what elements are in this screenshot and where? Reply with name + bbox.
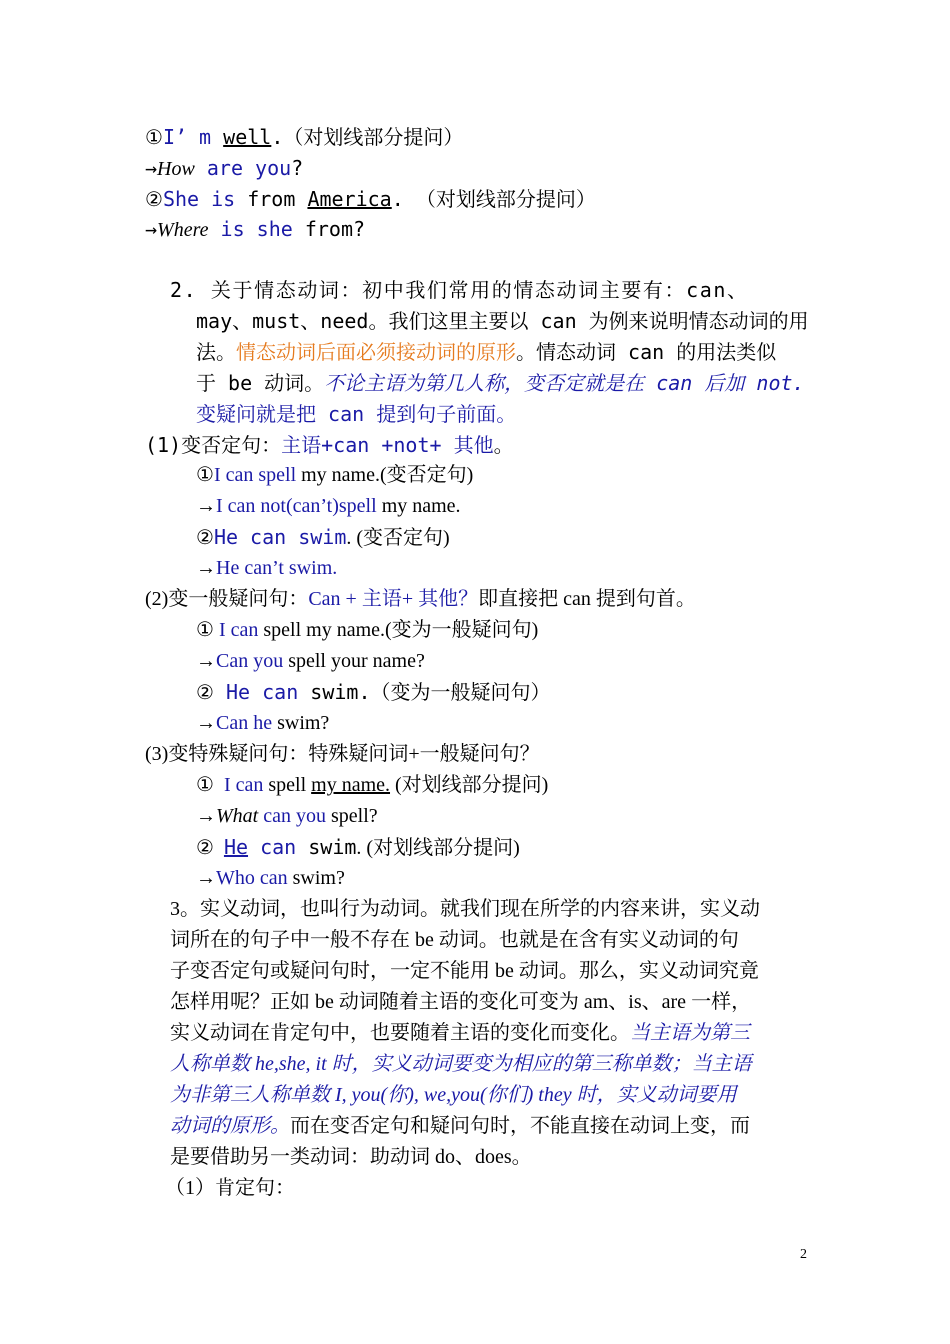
section-2-line-2: may、must、need。我们这里主要以 can 为例来说明情态动词的用	[196, 309, 809, 333]
section-2-line-4	[196, 371, 805, 395]
sentence-subject: I’ m	[162, 125, 224, 149]
underlined-word: well	[223, 125, 272, 149]
sentence-part: Can he	[216, 712, 273, 734]
underlined-word: He	[223, 835, 249, 859]
page-number: 2	[800, 1247, 807, 1262]
section-3-line-10: （1）肯定句：	[165, 1177, 295, 1199]
sentence-part: spell your name?	[283, 650, 425, 672]
text-segment: 实义动词在肯定句中，也要随着主语的变化而变化。	[170, 1022, 630, 1044]
subsection-3-answer-1	[196, 804, 378, 828]
highlight-text: 当主语为第三	[630, 1022, 750, 1044]
section-3-line-8	[170, 1114, 750, 1138]
instruction-text: .（对划线部分提问）	[271, 125, 464, 149]
highlight-text: 动词的原形。	[170, 1115, 290, 1137]
sentence-part: I can spell	[213, 464, 297, 486]
arrow-icon: →	[196, 557, 216, 579]
section-3-line-7: 为非第三人称单数 I, you(你), we,you(你们) they 时，实义动词要用	[170, 1084, 737, 1106]
heading-text: (2)变一般疑问句：	[145, 588, 309, 610]
circled-number: ①	[196, 619, 219, 641]
subsection-1-example-1	[196, 463, 473, 487]
sentence-part: swim?	[272, 712, 330, 734]
subsection-3-heading: (3)变特殊疑问句：特殊疑问词+一般疑问句？	[145, 743, 540, 765]
question-word: Where	[157, 219, 209, 241]
arrow-icon: →	[196, 867, 216, 889]
sentence-part: He can swim	[213, 525, 347, 549]
subsection-2-answer-2	[196, 711, 329, 735]
sentence-part: I can not(can’t)spell	[216, 495, 377, 517]
section-2-line-5: 变疑问就是把 can 提到句子前面。	[196, 402, 517, 426]
answer-text: from?	[292, 217, 366, 241]
formula-text: Can + 主语+ 其他？	[308, 588, 479, 610]
section-3-line-4: 怎样用呢？正如 be 动词随着主语的变化可变为 am、is、are 一样，	[170, 991, 752, 1013]
sentence-part: . (变否定句)	[346, 527, 450, 549]
sentence-part: He can’t swim.	[216, 557, 338, 579]
section-3-line-2: 词所在的句子中一般不存在 be 动词。也就是在含有实义动词的句	[170, 929, 739, 951]
text-segment: 于 be 动词。	[196, 371, 325, 395]
circled-number: ①	[196, 774, 224, 796]
underlined-word: America	[307, 187, 392, 211]
section-3-line-5	[170, 1021, 750, 1045]
sentence-part: swim?	[287, 867, 345, 889]
section-3-line-6: 人称单数 he,she, it 时，实义动词要变为相应的第三称单数；当主语	[170, 1053, 752, 1075]
instruction-text: . （对划线部分提问）	[391, 187, 596, 211]
text-segment: 法。	[196, 340, 236, 364]
answer-text: is she	[208, 217, 293, 241]
instruction-text: (对划线部分提问)	[390, 774, 549, 796]
section-2-line-3	[196, 340, 776, 364]
sentence-part: Can you	[216, 650, 284, 672]
circled-number: ①	[196, 464, 214, 486]
sentence-part: spell	[263, 774, 312, 796]
subsection-2-answer-1	[196, 649, 425, 673]
subsection-1-heading	[145, 433, 514, 457]
instruction-text: . (对划线部分提问)	[356, 837, 520, 859]
subsection-3-answer-2	[196, 866, 345, 890]
text-segment: 而在变否定句和疑问句时，不能直接在动词上变，而	[290, 1115, 750, 1137]
sentence-part: spell?	[325, 805, 378, 827]
arrow-icon: →	[196, 805, 216, 827]
section-2-line-1: 2. 关于情态动词：初中我们常用的情态动词主要有：can、	[170, 278, 749, 302]
sentence-part: spell my name.(变为一般疑问句)	[258, 619, 539, 641]
subsection-2-example-2	[196, 680, 550, 704]
sentence-part: He can	[225, 680, 299, 704]
answer-punct: ?	[291, 156, 304, 180]
arrow-icon: →	[145, 217, 158, 241]
heading-text: (1)变否定句：	[145, 433, 282, 457]
formula-text: 主语+can +not+ 其他	[281, 433, 494, 457]
sentence-part: swim	[296, 835, 357, 859]
example-2-line	[145, 187, 596, 211]
underlined-phrase: my name.	[311, 774, 391, 796]
text-segment: 。情态动词 can 的用法类似	[516, 340, 777, 364]
sentence-part: can you	[258, 805, 326, 827]
circled-number: ②	[196, 527, 214, 549]
subsection-2-heading	[145, 587, 696, 611]
subsection-3-example-1	[196, 773, 548, 797]
sentence-text: from	[235, 187, 308, 211]
sentence-part: I can	[218, 619, 259, 641]
arrow-icon: →	[196, 712, 216, 734]
example-2-answer	[145, 217, 365, 242]
circled-number: ②	[145, 187, 163, 211]
subsection-1-answer-2	[196, 556, 337, 580]
arrow-icon: →	[196, 495, 216, 517]
highlight-text: 情态动词后面必须接动词的原形	[236, 340, 516, 364]
sentence-part: my name.	[376, 495, 461, 517]
subsection-1-answer-1	[196, 494, 461, 518]
heading-punct: 。	[493, 433, 514, 457]
subsection-1-example-2	[196, 525, 450, 550]
sentence-part: my name.(变否定句)	[296, 464, 474, 486]
circled-number: ①	[145, 125, 163, 149]
subsection-2-example-1	[196, 618, 538, 642]
example-1-line	[145, 125, 463, 149]
highlight-text: 不论主语为第几人称，变否定就是在 can 后加 not.	[324, 371, 805, 395]
section-3-line-1: 3。实义动词，也叫行为动词。就我们现在所学的内容来讲，实义动	[170, 898, 760, 920]
answer-text: are you	[194, 156, 292, 180]
section-3-line-9: 是要借助另一类动词：助动词 do、does。	[170, 1146, 532, 1168]
sentence-part: swim.（变为一般疑问句）	[298, 680, 551, 704]
circled-number: ②	[196, 837, 224, 859]
sentence-part: Who can	[216, 867, 288, 889]
question-word: How	[157, 158, 195, 180]
subsection-3-example-2	[196, 835, 520, 860]
question-word: What	[216, 805, 259, 827]
circled-number: ②	[196, 680, 226, 704]
sentence-part: can	[248, 835, 297, 859]
sentence-subject: She is	[162, 187, 236, 211]
arrow-icon: →	[196, 650, 216, 672]
arrow-icon: →	[145, 156, 158, 180]
example-1-answer	[145, 156, 303, 181]
section-3-line-3: 子变否定句或疑问句时，一定不能用 be 动词。那么，实义动词究竟	[170, 960, 759, 982]
heading-text: 即直接把 can 提到句首。	[478, 588, 696, 610]
sentence-part: I can	[223, 774, 264, 796]
